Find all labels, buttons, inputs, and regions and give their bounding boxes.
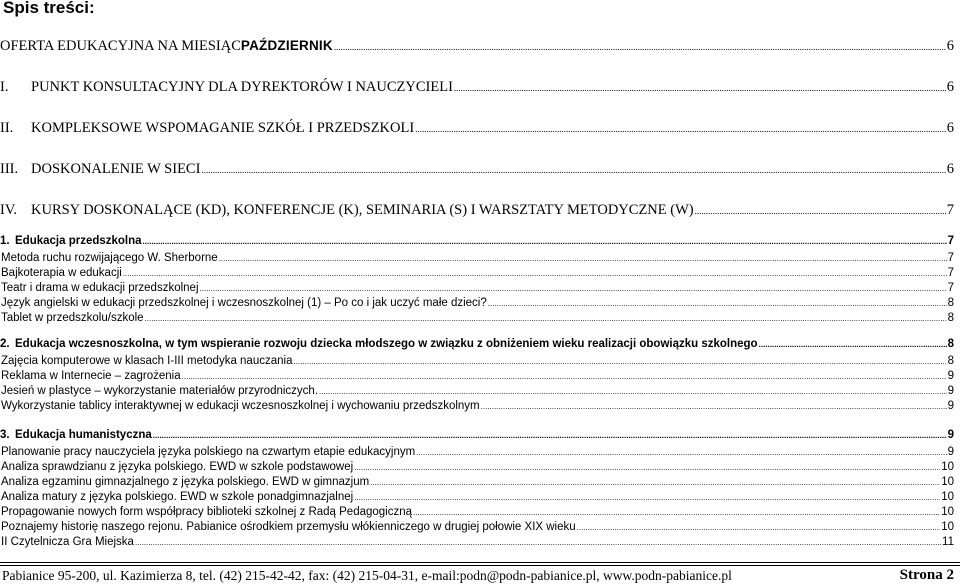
toc-item[interactable]	[1, 282, 954, 294]
dot-leader	[354, 491, 940, 503]
toc-item-label: Tablet w przedszkolu/szkole	[1, 312, 144, 324]
toc-item[interactable]	[1, 385, 954, 397]
toc-page-number: 10	[941, 476, 954, 488]
toc-item-label: Jesień w plastyce – wykorzystanie materiałów przyrodniczych.	[1, 385, 319, 397]
toc-entry-roman: I.	[0, 79, 9, 95]
toc-item-label: Analiza egzaminu gimnazjalnego z języka polskiego. EWD w gimnazjum	[1, 476, 370, 488]
toc-item-label: Analiza matury z języka polskiego. EWD w szkole ponadgimnazjalnej	[1, 491, 354, 503]
dot-leader	[416, 446, 946, 458]
toc-item[interactable]	[1, 476, 954, 488]
footer-rule	[0, 562, 960, 563]
toc-entry-label: PUNKT KONSULTACYJNY DLA DYREKTORÓW I NAUCZYCIELI	[31, 79, 453, 95]
toc-page-number: 7	[946, 202, 954, 218]
toc-page-number: 10	[941, 461, 954, 473]
dot-leader	[153, 429, 947, 441]
toc-item[interactable]	[1, 252, 954, 264]
toc-page-number: 6	[946, 161, 954, 177]
toc-entry-label: KURSY DOSKONALĄCE (KD), KONFERENCJE (K), SEMINARIA (S) I WARSZTATY METODYCZNE (W)	[31, 202, 694, 218]
toc-item-label: Wykorzystanie tablicy interaktywnej w edukacji wczesnoszkolnej i wychowaniu przedszkolnym	[1, 400, 480, 412]
toc-item-label: Analiza sprawdzianu z języka polskiego. EWD w szkole podstawowej	[1, 461, 354, 473]
dot-leader	[413, 506, 940, 518]
toc-entry-label: DOSKONALENIE W SIECI	[31, 161, 201, 177]
toc-entry-offer[interactable]	[0, 38, 954, 55]
dot-leader	[481, 400, 947, 412]
toc-item[interactable]	[1, 355, 954, 367]
toc-page-number: 6	[946, 38, 954, 54]
toc-page-number: 7	[947, 235, 954, 247]
dot-leader	[135, 536, 941, 548]
dot-leader	[334, 38, 946, 55]
toc-entry-label: OFERTA EDUKACYJNA NA MIESIĄC	[0, 38, 241, 54]
dot-leader	[488, 297, 947, 309]
dot-leader	[370, 476, 940, 488]
toc-item-label: Reklama w Internecie – zagrożenia	[1, 370, 181, 382]
dot-leader	[293, 355, 946, 367]
footer-page-number: Strona 2	[899, 567, 954, 583]
toc-item[interactable]	[1, 461, 954, 473]
dot-leader	[145, 312, 947, 324]
dot-leader	[454, 79, 946, 96]
toc-section-heading[interactable]	[0, 429, 954, 441]
toc-item-label: II Czytelnicza Gra Miejska	[1, 536, 134, 548]
dot-leader	[319, 385, 947, 397]
toc-section-label: Edukacja wczesnoszkolna, w tym wspieranie rozwoju dziecka młodszego w związku z obniżeniem wieku realizacji obowiązku szkolnego	[15, 338, 758, 350]
toc-item-label: Teatr i drama w edukacji przedszkolnej	[1, 282, 199, 294]
toc-item[interactable]	[1, 267, 954, 279]
toc-item-label: Zajęcia komputerowe w klasach I-III metodyka nauczania	[1, 355, 293, 367]
toc-item[interactable]	[1, 312, 954, 324]
toc-page-number: 8	[947, 312, 954, 324]
toc-entry-roman: III.	[0, 161, 19, 177]
footer-rule	[0, 565, 960, 566]
toc-page-number: 11	[942, 536, 954, 548]
dot-leader	[219, 252, 947, 264]
toc-page-number: 8	[947, 338, 954, 350]
toc-entry-label-emph: PAŹDZIERNIK	[240, 38, 333, 53]
toc-item[interactable]	[1, 446, 954, 458]
toc-page-number: 10	[941, 521, 954, 533]
dot-leader	[354, 461, 940, 473]
toc-section-number: 1.	[0, 235, 10, 247]
toc-page-number: 10	[941, 491, 954, 503]
toc-entry-main[interactable]	[0, 79, 954, 96]
dot-leader	[415, 120, 946, 137]
toc-item[interactable]	[1, 400, 954, 412]
footer-address: Pabianice 95-200, ul. Kazimierza 8, tel. (42) 215-42-42, fax: (42) 215-04-31, e-mail:podn@podn-pabianice.pl, www.podn-pabianice.pl	[2, 568, 732, 583]
toc-page-number: 8	[947, 355, 954, 367]
toc-section-label: Edukacja przedszkolna	[15, 235, 142, 247]
toc-page-number: 8	[947, 297, 954, 309]
toc-page-number: 10	[941, 506, 954, 518]
toc-page-number: 9	[947, 370, 954, 382]
toc-entry-main[interactable]	[0, 120, 954, 137]
toc-item[interactable]	[1, 506, 954, 518]
toc-page-number: 6	[946, 79, 954, 95]
toc-entry-label: KOMPLEKSOWE WSPOMAGANIE SZKÓŁ I PRZEDSZKOLI	[31, 120, 415, 136]
toc-page-number: 9	[947, 400, 954, 412]
toc-page-number: 6	[946, 120, 954, 136]
toc-entry-roman: IV.	[0, 202, 18, 218]
toc-page-number: 7	[947, 267, 954, 279]
toc-page-number: 7	[947, 282, 954, 294]
toc-item-label: Język angielski w edukacji przedszkolnej i wczesnoszkolnej (1) – Po co i jak uczyć małe dzieci?	[1, 297, 487, 309]
toc-item[interactable]	[1, 521, 954, 533]
dot-leader	[695, 202, 946, 219]
toc-section-number: 3.	[0, 429, 10, 441]
toc-section-label: Edukacja humanistyczna	[15, 429, 152, 441]
toc-entry-roman: II.	[0, 120, 14, 136]
toc-entry-main[interactable]	[0, 161, 954, 178]
toc-item-label: Bajkoterapia w edukacji	[1, 267, 122, 279]
toc-page-number: 9	[947, 446, 954, 458]
toc-page-number: 7	[947, 252, 954, 264]
toc-item[interactable]	[1, 536, 954, 548]
toc-entry-main[interactable]	[0, 202, 954, 219]
toc-section-heading[interactable]	[0, 338, 954, 350]
dot-leader	[201, 161, 945, 178]
toc-page-number: 9	[947, 385, 954, 397]
toc-item-label: Poznajemy historię naszego rejonu. Pabianice ośrodkiem przemysłu włókienniczego w drugiej połowie XIX wieku	[1, 521, 576, 533]
toc-section-number: 2.	[0, 338, 10, 350]
dot-leader	[200, 282, 947, 294]
toc-section-heading[interactable]	[0, 235, 954, 247]
toc-page-number: 9	[947, 429, 954, 441]
dot-leader	[182, 370, 947, 382]
dot-leader	[577, 521, 941, 533]
dot-leader	[143, 235, 947, 247]
dot-leader	[759, 338, 947, 350]
toc-item-label: Propagowanie nowych form współpracy biblioteki szkolnej z Radą Pedagogiczną	[1, 506, 413, 518]
toc-item[interactable]	[1, 491, 954, 503]
toc-title: Spis treści:	[3, 0, 95, 17]
toc-item[interactable]	[1, 370, 954, 382]
toc-item-label: Planowanie pracy nauczyciela języka polskiego na czwartym etapie edukacyjnym	[1, 446, 416, 458]
dot-leader	[123, 267, 947, 279]
toc-item-label: Metoda ruchu rozwijającego W. Sherborne	[1, 252, 218, 264]
toc-item[interactable]	[1, 297, 954, 309]
